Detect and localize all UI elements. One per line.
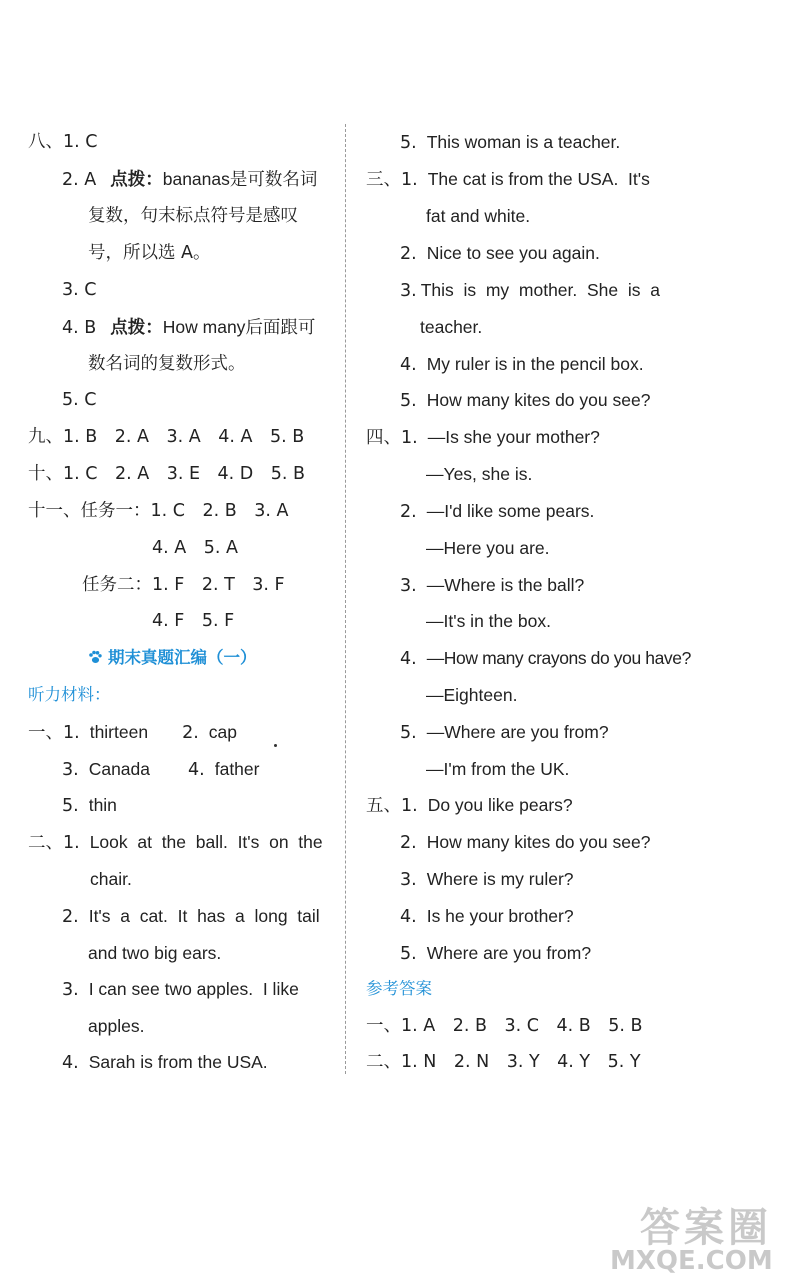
q11-line4: 4. F 5. F (152, 611, 235, 631)
p5-line5: 5. Where are you from? (400, 943, 592, 964)
p5-line3: 3. Where is my ruler? (400, 869, 574, 890)
q8-line4: 号，所以选 A。 (88, 243, 211, 263)
watermark-logo (610, 1196, 800, 1278)
p1-line3: 5. thin (62, 795, 117, 816)
answers-line1: 一、1. A 2. B 3. C 4. B 5. B (366, 1016, 643, 1036)
answers-title: 参考答案 (366, 979, 432, 998)
p2-line5: 3. I can see two apples. I like (62, 979, 299, 1000)
q8-line2: 2. A 点拨：bananas是可数名词 (62, 169, 318, 190)
p5-line4: 4. Is he your brother? (400, 906, 574, 927)
p2-line1: 二、1. Look at the ball. It's on the (28, 832, 323, 853)
p4-line3: 2. —I'd like some pears. (400, 501, 595, 522)
p5-line2: 2. How many kites do you see? (400, 832, 651, 853)
p4-line9: 5. —Where are you from? (400, 722, 609, 743)
p3-line4: 3. This is my mother. She is a (400, 280, 660, 301)
p4-line6: —It's in the box. (426, 611, 551, 631)
watermark-top-text: 答案圈 (640, 1205, 772, 1251)
q9-answers: 九、1. B 2. A 3. A 4. A 5. B (28, 427, 305, 447)
stray-dot (274, 744, 277, 747)
section-title: 期末真题汇编（一） (88, 646, 257, 670)
p2-line6: apples. (88, 1016, 145, 1036)
p5-line1: 五、1. Do you like pears? (366, 795, 573, 816)
q8-line7: 数名词的复数形式。 (88, 354, 246, 374)
p4-line1: 四、1. —Is she your mother? (366, 427, 600, 448)
p3-line5: teacher. (420, 317, 483, 337)
p4-line7: 4. —How many crayons do you have? (400, 648, 691, 669)
p3-line1: 三、1. The cat is from the USA. It's (366, 169, 650, 190)
p2-line2: chair. (90, 869, 132, 889)
p4-line5: 3. —Where is the ball? (400, 575, 585, 596)
p3-line3: 2. Nice to see you again. (400, 243, 600, 264)
q8-line5: 3. C (62, 280, 97, 300)
p2-line3: 2. It's a cat. It has a long tail (62, 906, 320, 927)
p4-line10: —I'm from the UK. (426, 759, 570, 779)
p4-line2: —Yes, she is. (426, 464, 533, 484)
p4-line8: —Eighteen. (426, 685, 518, 705)
p1-line2: 3. Canada 4. father (62, 759, 260, 780)
q8-line6: 4. B 点拨：How many后面跟可 (62, 317, 316, 338)
p2-line7: 4. Sarah is from the USA. (62, 1052, 268, 1073)
answers-line2: 二、1. N 2. N 3. Y 4. Y 5. Y (366, 1052, 641, 1072)
q11-line3: 任务二：1. F 2. T 3. F (82, 575, 285, 595)
paw-icon (88, 650, 102, 664)
p2-line4: and two big ears. (88, 943, 222, 963)
q8-line8: 5. C (62, 390, 97, 410)
p3-line7: 5. How many kites do you see? (400, 390, 651, 411)
q10-answers: 十、1. C 2. A 3. E 4. D 5. B (28, 464, 306, 484)
p3-line2: fat and white. (426, 206, 531, 226)
p3-line6: 4. My ruler is in the pencil box. (400, 354, 644, 375)
q11-line2: 4. A 5. A (152, 538, 238, 558)
q8-line1: 八、1. C (28, 132, 98, 152)
p4-line4: —Here you are. (426, 538, 550, 558)
listening-title: 听力材料： (28, 685, 111, 704)
p1-line1: 一、1. thirteen 2. cap (28, 722, 237, 743)
q11-line1: 十一、任务一：1. C 2. B 3. A (28, 501, 289, 521)
column-divider (345, 124, 346, 1074)
watermark-bottom-text: MXQE.COM (610, 1246, 773, 1276)
q8-line3: 复数，句末标点符号是感叹 (88, 206, 298, 226)
r-line1: 5. This woman is a teacher. (400, 132, 621, 153)
